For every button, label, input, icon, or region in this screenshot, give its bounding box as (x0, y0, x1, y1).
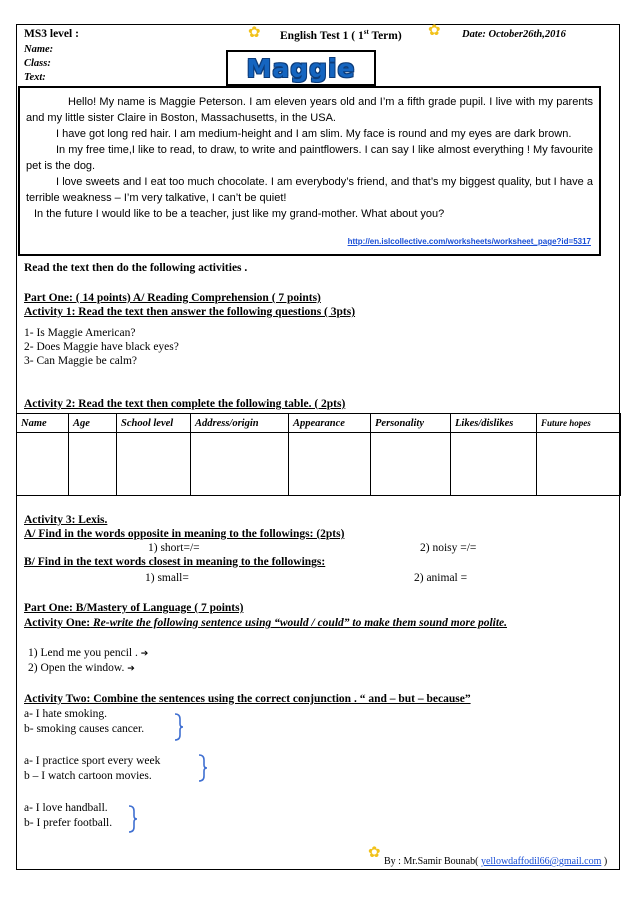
name-label: Name: (24, 44, 54, 55)
table-header-row (17, 414, 621, 433)
table-cell[interactable] (69, 433, 117, 496)
text-label: Text: (24, 72, 46, 83)
col-name: Name (17, 414, 69, 433)
col-future-hopes: Future hopes (537, 414, 621, 433)
passage-paragraph: I love sweets and I eat too much chocolate. I am everybody’s friend, and that’s my biggest quality, but I have a terrible weakness – I’m very talkative, I can’t be quiet! (26, 176, 593, 204)
maggie-logo: Maggie (226, 50, 376, 86)
sentence-2: 2) Open the window. ➔ (28, 662, 135, 674)
brace-icon (174, 713, 184, 741)
profile-table (16, 413, 621, 496)
lexis-b-title: B/ Find in the text words closest in meaning to the followings: (24, 556, 326, 568)
col-age: Age (69, 414, 117, 433)
table-cell[interactable] (537, 433, 621, 496)
table-cell[interactable] (117, 433, 191, 496)
reading-passage (18, 86, 601, 256)
class-label: Class: (24, 58, 51, 69)
question-2: 2- Does Maggie have black eyes? (24, 341, 179, 353)
author-email[interactable]: yellowdaffodil66@gmail.com (480, 856, 602, 867)
arrow-right-icon: ➔ (140, 649, 149, 659)
table-row (17, 433, 621, 496)
instructions: Read the text then do the following activities . (24, 262, 248, 274)
flower-icon: ✿ (368, 845, 381, 861)
table-cell[interactable] (191, 433, 289, 496)
question-3: 3- Can Maggie be calm? (24, 355, 138, 367)
table-cell[interactable] (451, 433, 537, 496)
activity-one-title: Activity One: Re-write the following sentence using “would / could” to make them sound more polite. (24, 617, 508, 629)
flower-icon: ✿ (428, 23, 441, 39)
pair2-b: b – I watch cartoon movies. (24, 770, 152, 782)
activity3-title: Activity 3: Lexis. (24, 514, 108, 526)
part-b-title: Part One: B/Mastery of Language ( 7 points) (24, 602, 244, 614)
sentence-1: 1) Lend me you pencil . ➔ (28, 647, 149, 659)
footer-credit: By : Mr.Samir Bounab( yellowdaffodil66@gmail.com ) (384, 856, 608, 867)
lexis-a-item-1: 1) short=/= (148, 542, 200, 554)
col-school-level: School level (117, 414, 191, 433)
col-address: Address/origin (191, 414, 289, 433)
table-cell[interactable] (17, 433, 69, 496)
part-one-title: Part One: ( 14 points) A/ Reading Comprehension ( 7 points) (24, 292, 321, 304)
arrow-right-icon: ➔ (127, 664, 135, 674)
lexis-a-item-2: 2) noisy =/= (420, 542, 477, 554)
passage-paragraph: Hello! My name is Maggie Peterson. I am eleven years old and I’m a fifth grade pupil. I live with my parents and my little sister Claire in Boston, Massachusetts, in the USA. (26, 96, 593, 124)
lexis-b-item-2: 2) animal = (414, 572, 468, 584)
activity-two-title: Activity Two: Combine the sentences using the correct conjunction . “ and – but – because” (24, 693, 471, 705)
lexis-b-item-1: 1) small= (145, 572, 189, 584)
passage-paragraph: In my free time,I like to read, to draw, to write and paintflowers. I can say I like almost everything ! My favourite pet is the dog. (26, 144, 593, 172)
pair1-b: b- smoking causes cancer. (24, 723, 145, 735)
pair3-b: b- I prefer football. (24, 817, 113, 829)
passage-paragraph: In the future I would like to be a teacher, just like my grand-mother. What about you? (34, 208, 445, 220)
brace-icon (198, 754, 208, 782)
flower-icon: ✿ (248, 25, 261, 41)
activity1-title: Activity 1: Read the text then answer the following questions ( 3pts) (24, 306, 356, 318)
passage-paragraph: I have got long red hair. I am medium-height and I am slim. My face is round and my eyes are dark brown. (56, 128, 572, 140)
activity2-title: Activity 2: Read the text then complete the following table. ( 2pts) (24, 398, 346, 410)
source-link[interactable]: http://en.islcollective.com/worksheets/worksheet_page?id=5317 (347, 237, 591, 246)
test-date: Date: October26th,2016 (462, 29, 566, 40)
level-label: MS3 level : (24, 28, 79, 40)
pair3-a: a- I love handball. (24, 802, 108, 814)
pair1-a: a- I hate smoking. (24, 708, 108, 720)
brace-icon (128, 805, 138, 833)
table-cell[interactable] (371, 433, 451, 496)
col-likes: Likes/dislikes (451, 414, 537, 433)
col-appearance: Appearance (289, 414, 371, 433)
table-cell[interactable] (289, 433, 371, 496)
col-personality: Personality (371, 414, 451, 433)
lexis-a-title: A/ Find in the words opposite in meaning to the followings: (2pts) (24, 528, 345, 540)
pair2-a: a- I practice sport every week (24, 755, 161, 767)
question-1: 1- Is Maggie American? (24, 327, 136, 339)
test-title: English Test 1 ( 1st Term) (280, 28, 402, 42)
